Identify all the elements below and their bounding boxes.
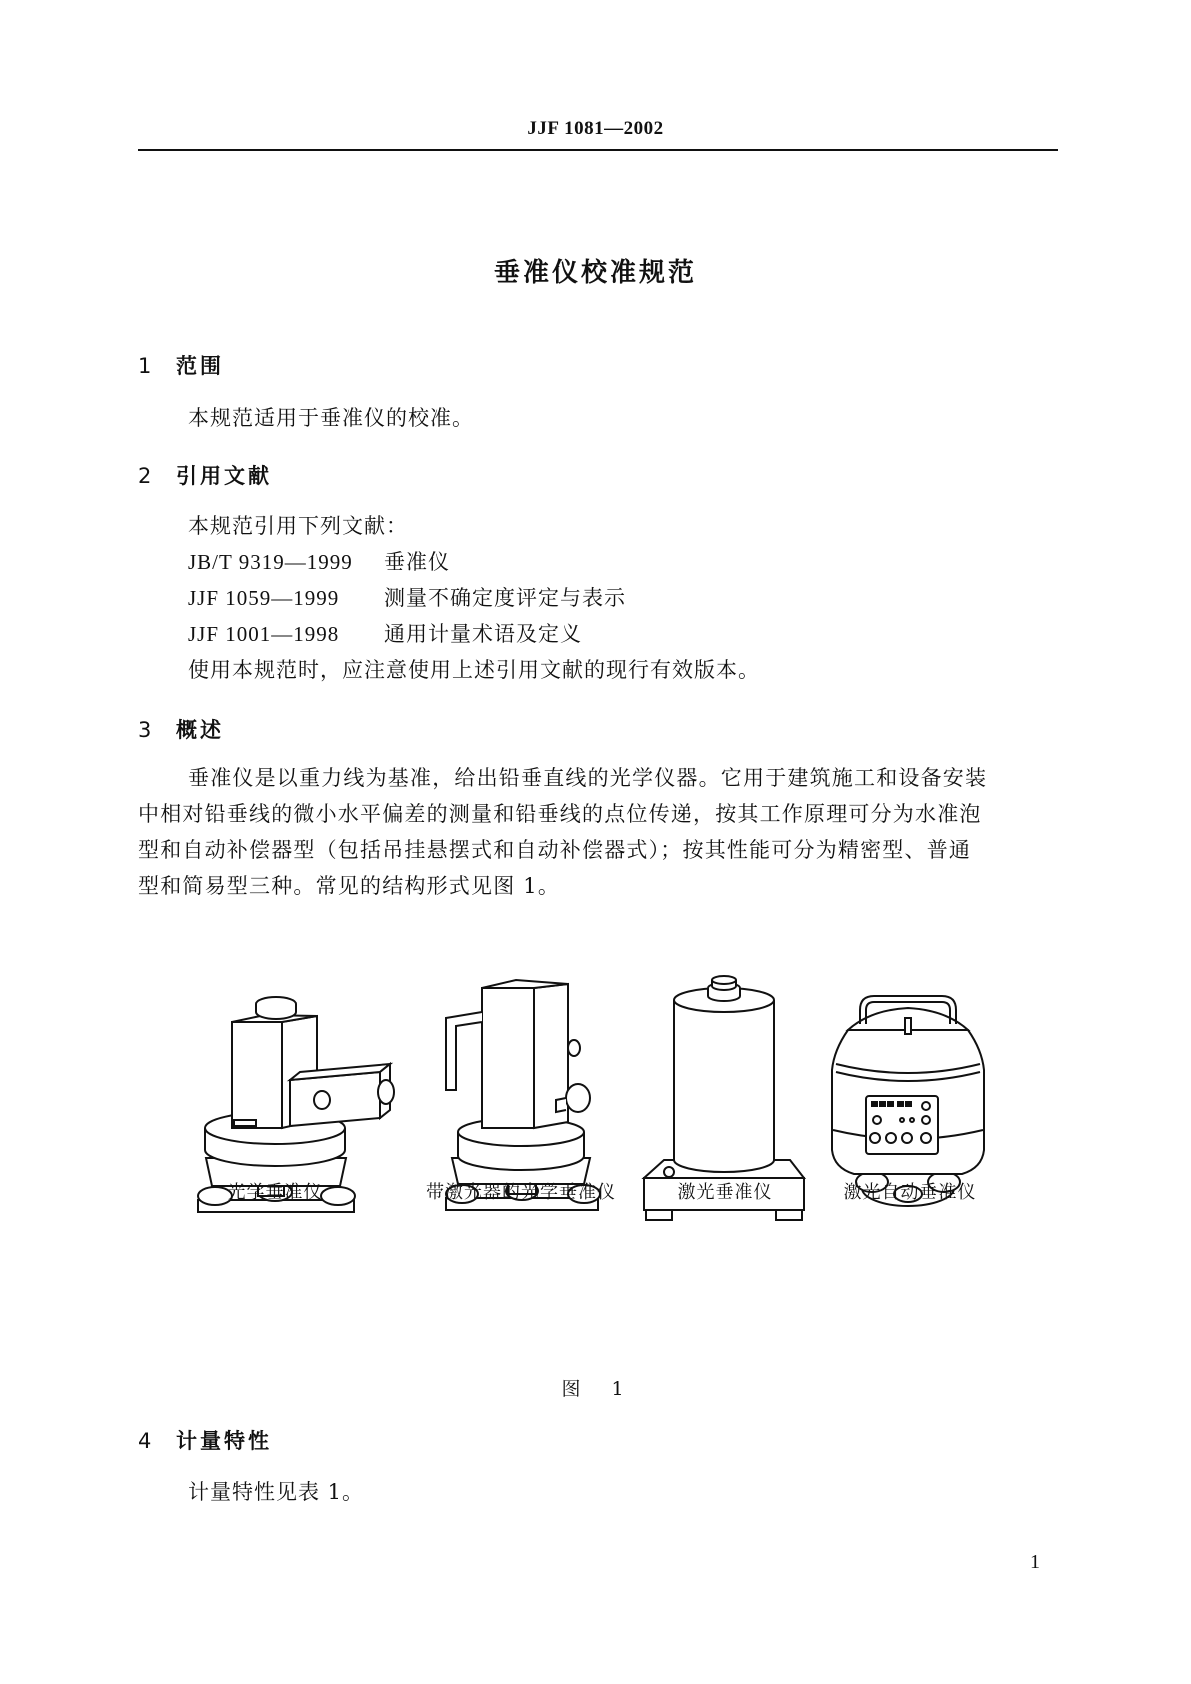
figure-caption: 带激光器的光学垂准仪: [426, 1182, 616, 1203]
figure-caption: 激光垂准仪: [677, 1182, 773, 1203]
page-number: 1: [1030, 1551, 1040, 1573]
metrology-text: 计量特性见表 1。: [188, 1480, 365, 1504]
auto-laser-plummet-illustration: [0, 960, 1191, 1300]
section-3-heading: 3 概述: [138, 718, 224, 742]
references-note: 使用本规范时，应注意使用上述引用文献的现行有效版本。: [188, 658, 760, 682]
reference-item: JJF 1059—1999 测量不确定度评定与表示: [188, 586, 626, 610]
figure-label: 图 1: [561, 1378, 630, 1400]
section-1-heading: 1 范围: [138, 354, 224, 378]
figure-caption: 光学垂准仪: [227, 1182, 323, 1203]
figure-1: [0, 960, 1191, 1300]
scope-text: 本规范适用于垂准仪的校准。: [188, 406, 474, 430]
section-4-heading: 4 计量特性: [138, 1429, 272, 1453]
references-intro: 本规范引用下列文献：: [188, 514, 408, 538]
section-2-heading: 2 引用文献: [138, 464, 272, 488]
figure-caption: 激光自动垂准仪: [843, 1182, 977, 1203]
standard-code-header: JJF 1081—2002: [527, 118, 664, 139]
header-rule: [138, 149, 1058, 151]
reference-item: JJF 1001—1998 通用计量术语及定义: [188, 622, 582, 646]
document-title: 垂准仪校准规范: [493, 258, 697, 288]
overview-paragraph: 垂准仪是以重力线为基准，给出铅垂直线的光学仪器。它用于建筑施工和设备安装 中相对铅垂线的微小水平偏差的测量和铅垂线的点位传递，按其工作原理可分为水准泡 型和自动补偿器型（包括吊挂悬摆式和自动补偿器式）；按其性能可分为精密型、普通 型和简易型三种。常见的结构形式见图 1。: [138, 766, 988, 898]
reference-item: JB/T 9319—1999 垂准仪: [188, 550, 450, 574]
references-list: [188, 508, 760, 688]
